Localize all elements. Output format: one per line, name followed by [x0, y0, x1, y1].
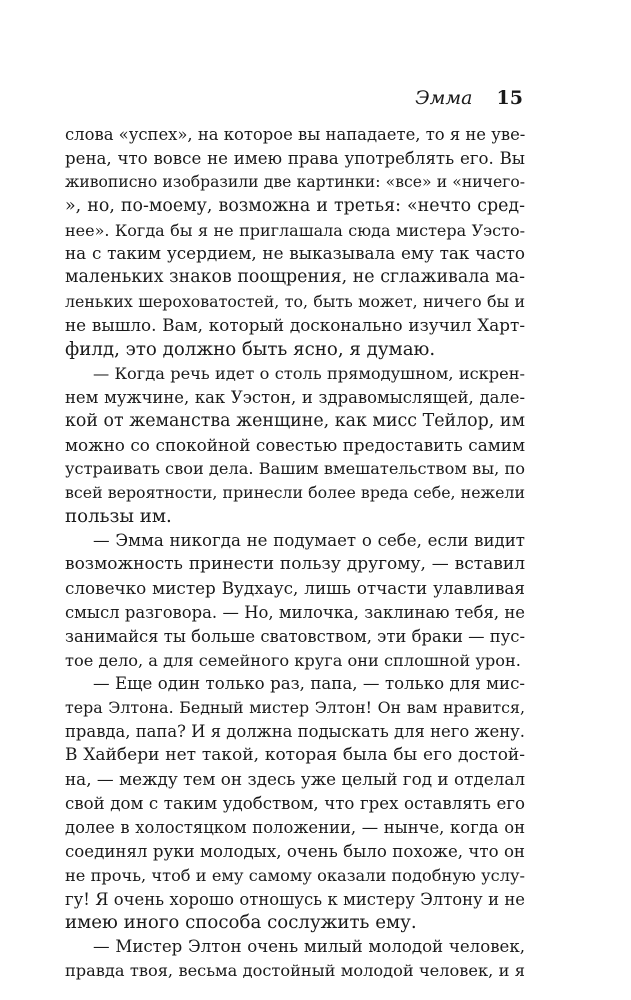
text-line: В Хайбери нет такой, которая была бы его достой-: [65, 745, 525, 766]
text-line: рена, что вовсе не имею права употреблять его. Вы: [65, 148, 525, 168]
text-line: правда твоя, весьма достойный молодой человек, и я: [65, 961, 525, 981]
text-line: возможность принести пользу другому, — вставил: [65, 554, 525, 575]
text-line: нее». Когда бы я не приглашала сюда мистера Уэсто-: [65, 220, 525, 240]
text-line: кой от жеманства женщине, как мисс Тейлор, им: [65, 410, 525, 431]
text-line: правда, папа? И я должна подыскать для него жену.: [65, 722, 525, 742]
page-number: 15: [496, 87, 523, 109]
text-line: тера Элтона. Бедный мистер Элтон! Он вам нравится,: [65, 698, 525, 718]
text-line: — Эмма никогда не подумает о себе, если видит: [93, 531, 525, 551]
text-line: словечко мистер Вудхаус, лишь отчасти улавливая: [65, 577, 525, 598]
text-line: — Когда речь идет о столь прямодушном, искрен-: [93, 363, 525, 383]
text-line: долее в холостяцком положении, — нынче, когда он: [65, 817, 525, 837]
text-line: устраивать свои дела. Вашим вмешательством вы, по: [65, 459, 525, 479]
text-line: свой дом с таким удобством, что грех оставлять его: [65, 793, 525, 813]
body-text: [65, 123, 525, 983]
text-line: занимайся ты больше сватовством, эти браки — пус-: [65, 626, 525, 646]
text-line: не прочь, чтоб и ему самому оказали подобную услу-: [65, 865, 525, 885]
text-line: можно со спокойной совестью предоставить самим: [65, 434, 525, 455]
text-line: », но, по-моему, возможна и третья: «нечто сред-: [65, 195, 525, 216]
text-line: тое дело, а для семейного круга они сплошной урон.: [65, 650, 521, 670]
running-header: [415, 86, 523, 110]
text-line: филд, это должно быть ясно, я думаю.: [65, 339, 436, 361]
text-line: леньких шероховатостей, то, быть может, ничего бы и: [65, 292, 525, 312]
text-line: на, — между тем он здесь уже целый год и отделал: [65, 769, 525, 790]
text-line: гу! Я очень хорошо отношусь к мистеру Элтону и не: [65, 889, 525, 909]
text-line: живописно изобразили две картинки: «все» и «ничего-: [65, 172, 525, 191]
book-title: Эмма: [415, 87, 473, 109]
text-line: — Еще один только раз, папа, — только для мис-: [93, 674, 525, 694]
text-line: соединял руки молодых, очень было похоже, что он: [65, 841, 525, 861]
text-line: всей вероятности, принесли более вреда себе, нежели: [65, 483, 525, 503]
text-line: пользы им.: [65, 506, 172, 528]
text-line: на с таким усердием, не выказывала ему так часто: [65, 243, 525, 264]
text-line: смысл разговора. — Но, милочка, заклинаю тебя, не: [65, 602, 525, 622]
text-line: — Мистер Элтон очень милый молодой человек,: [93, 937, 525, 957]
text-line: не вышло. Вам, который досконально изучил Харт-: [65, 315, 525, 336]
text-line: маленьких знаков поощрения, не сглаживала ма-: [65, 267, 525, 288]
text-line: нем мужчине, как Уэстон, и здравомыслящей, дале-: [65, 387, 525, 407]
text-line: слова «успех», на которое вы нападаете, то я не уве-: [65, 125, 526, 144]
text-line: имею иного способа сослужить ему.: [65, 912, 417, 934]
